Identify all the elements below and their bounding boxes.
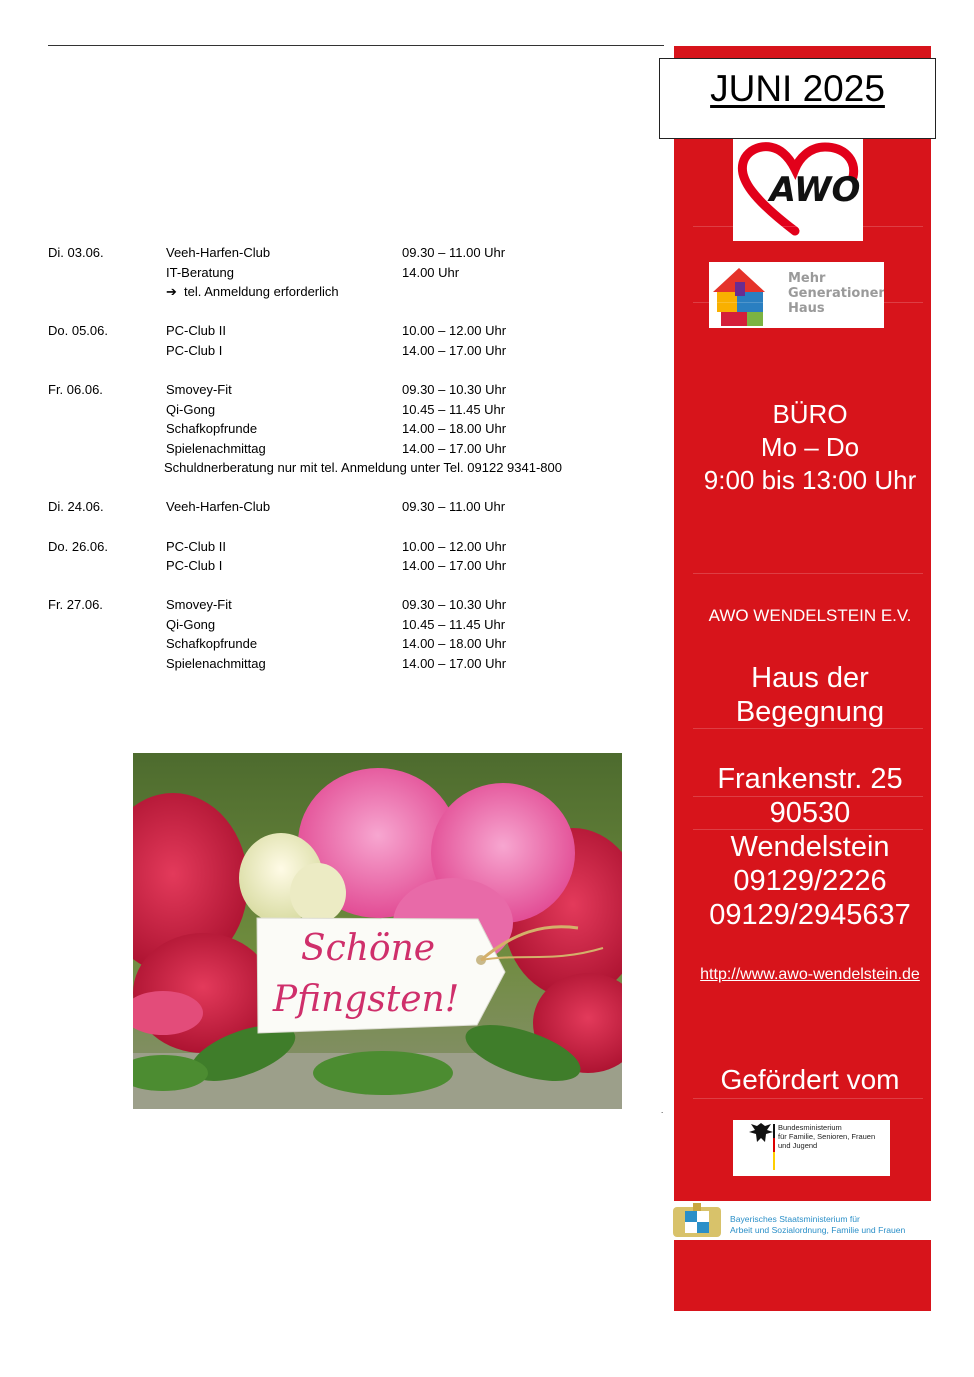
entry-date: Fr. 27.06. <box>48 597 103 613</box>
funded-by-label: Gefördert vom <box>720 1064 900 1095</box>
entry-date: Fr. 06.06. <box>48 381 103 397</box>
schedule-row <box>48 654 668 674</box>
activity-time: 14.00 Uhr <box>402 264 460 280</box>
divider <box>693 573 923 574</box>
schedule-row <box>48 400 668 420</box>
schedule-row <box>48 634 668 654</box>
office-hours <box>690 398 930 497</box>
bavarian-ministry-logo <box>669 1201 935 1240</box>
entry-date: Di. 24.06. <box>48 499 104 515</box>
activity-time: 14.00 – 17.00 Uhr <box>402 342 507 358</box>
bayern-text <box>730 1214 905 1236</box>
divider <box>693 796 923 797</box>
schedule-row <box>48 263 668 283</box>
bmfsfj-line-2: für Familie, Senioren, Frauen <box>778 1132 876 1141</box>
tag-line-2: Pfingsten! <box>272 979 460 1020</box>
activity-name: PC-Club I <box>166 342 223 358</box>
activity-time: 14.00 – 17.00 Uhr <box>402 440 507 456</box>
activity-time: 14.00 – 17.00 Uhr <box>402 656 507 671</box>
stray-dot: . <box>661 1106 664 1115</box>
divider <box>693 1098 923 1099</box>
activity-name: Schafkopfrunde <box>166 636 258 652</box>
schedule-entry <box>48 321 668 360</box>
activity-name: Veeh-Harfen-Club <box>166 499 271 515</box>
activity-time: 10.45 – 11.45 Uhr <box>402 401 506 417</box>
zip-code: 90530 <box>769 797 851 829</box>
schedule-row <box>48 556 668 576</box>
bmfsfj-text <box>778 1123 875 1150</box>
entry-date: Do. 26.06. <box>48 538 108 554</box>
schedule-row <box>48 439 668 459</box>
mgh-line-2: Generationen <box>788 286 884 301</box>
entry-date: Di. 03.06. <box>48 245 104 260</box>
activity-name: IT-Beratung <box>166 264 234 280</box>
mgh-line-3: Haus <box>788 301 825 316</box>
event-schedule <box>48 243 668 693</box>
schedule-entry <box>48 380 668 478</box>
tag-line-1: Schöne <box>300 928 436 969</box>
activity-name: PC-Club II <box>166 323 226 339</box>
mgh-line-1: Mehr <box>788 271 826 286</box>
street: Frankenstr. 25 <box>717 763 903 795</box>
activity-name: Smovey-Fit <box>166 597 232 613</box>
office-time: 9:00 bis 13:00 Uhr <box>703 465 917 495</box>
activity-time: 10.45 – 11.45 Uhr <box>402 616 506 632</box>
schedule-note-row <box>48 458 668 478</box>
activity-name: Qi-Gong <box>166 616 216 632</box>
month-header <box>659 58 936 139</box>
address-block <box>690 762 930 932</box>
phone-1: 09129/2226 <box>733 865 887 897</box>
schedule-note-row <box>48 282 668 302</box>
federal-eagle-icon <box>749 1123 773 1142</box>
mehrgenerationenhaus-logo <box>709 262 884 328</box>
schedule-row <box>48 595 668 615</box>
activity-name: Qi-Gong <box>166 401 216 417</box>
activity-name: PC-Club II <box>166 538 226 554</box>
divider <box>693 829 923 830</box>
activity-name: Smovey-Fit <box>166 381 232 397</box>
bmfsfj-line-3: und Jugend <box>778 1141 818 1150</box>
phone-2: 09129/2945637 <box>709 899 911 931</box>
schedule-row <box>48 380 668 400</box>
activity-time: 09.30 – 10.30 Uhr <box>402 381 507 397</box>
schedule-row <box>48 419 668 439</box>
website-link[interactable]: http://www.awo-wendelstein.de <box>700 966 920 983</box>
schedule-note: Schuldnerberatung nur mit tel. Anmeldung unter Tel. 09122 9341-800 <box>164 460 562 476</box>
office-days: Mo – Do <box>760 432 860 462</box>
pentecost-flower-image <box>133 753 622 1109</box>
schedule-row <box>48 341 668 361</box>
activity-time: 10.00 – 12.00 Uhr <box>402 538 507 554</box>
schedule-row <box>48 243 668 263</box>
divider <box>693 226 923 227</box>
house-puzzle-icon <box>713 268 765 326</box>
awo-logo-text: AWO <box>769 170 861 210</box>
activity-time: 14.00 – 18.00 Uhr <box>402 636 507 652</box>
activity-time: 09.30 – 11.00 Uhr <box>402 499 506 515</box>
activity-name: Spielenachmittag <box>166 656 266 671</box>
city: Wendelstein <box>730 831 890 863</box>
schedule-row <box>48 321 668 341</box>
activity-name: Veeh-Harfen-Club <box>166 245 271 260</box>
schedule-row <box>48 537 668 557</box>
schedule-note <box>166 282 339 302</box>
bavarian-coat-of-arms-icon <box>673 1203 721 1237</box>
office-label: BÜRO <box>772 399 848 429</box>
entry-date: Do. 05.06. <box>48 323 108 339</box>
divider <box>693 302 923 303</box>
schedule-entry <box>48 595 668 673</box>
activity-name: Schafkopfrunde <box>166 421 258 437</box>
top-divider <box>48 45 664 46</box>
note-text: tel. Anmeldung erforderlich <box>184 284 339 300</box>
activity-time: 14.00 – 17.00 Uhr <box>402 558 507 574</box>
month-title: JUNI 2025 <box>710 68 885 109</box>
house-name-line-1: Haus der <box>751 662 869 694</box>
activity-time: 10.00 – 12.00 Uhr <box>402 323 507 339</box>
activity-name: Spielenachmittag <box>166 440 266 456</box>
divider <box>693 728 923 729</box>
activity-time: 09.30 – 10.30 Uhr <box>402 597 507 613</box>
bmfsfj-line-1: Bundesministerium <box>778 1123 842 1132</box>
activity-time: 09.30 – 11.00 Uhr <box>402 245 506 260</box>
activity-name: PC-Club I <box>166 558 223 574</box>
schedule-row <box>48 615 668 635</box>
house-name <box>690 661 930 729</box>
bayern-line-2: Arbeit und Sozialordnung, Familie und Frauen <box>730 1225 906 1235</box>
bmfsfj-logo <box>733 1120 890 1176</box>
house-name-line-2: Begegnung <box>735 696 885 728</box>
arrow-right-icon: ➔ <box>166 284 177 300</box>
schedule-entry <box>48 537 668 576</box>
bayern-line-1: Bayerisches Staatsministerium für <box>730 1214 860 1224</box>
organization-name: AWO WENDELSTEIN E.V. <box>708 606 912 625</box>
schedule-entry <box>48 243 668 302</box>
schedule-row <box>48 497 668 517</box>
activity-time: 14.00 – 18.00 Uhr <box>402 421 507 437</box>
schedule-entry <box>48 497 668 517</box>
